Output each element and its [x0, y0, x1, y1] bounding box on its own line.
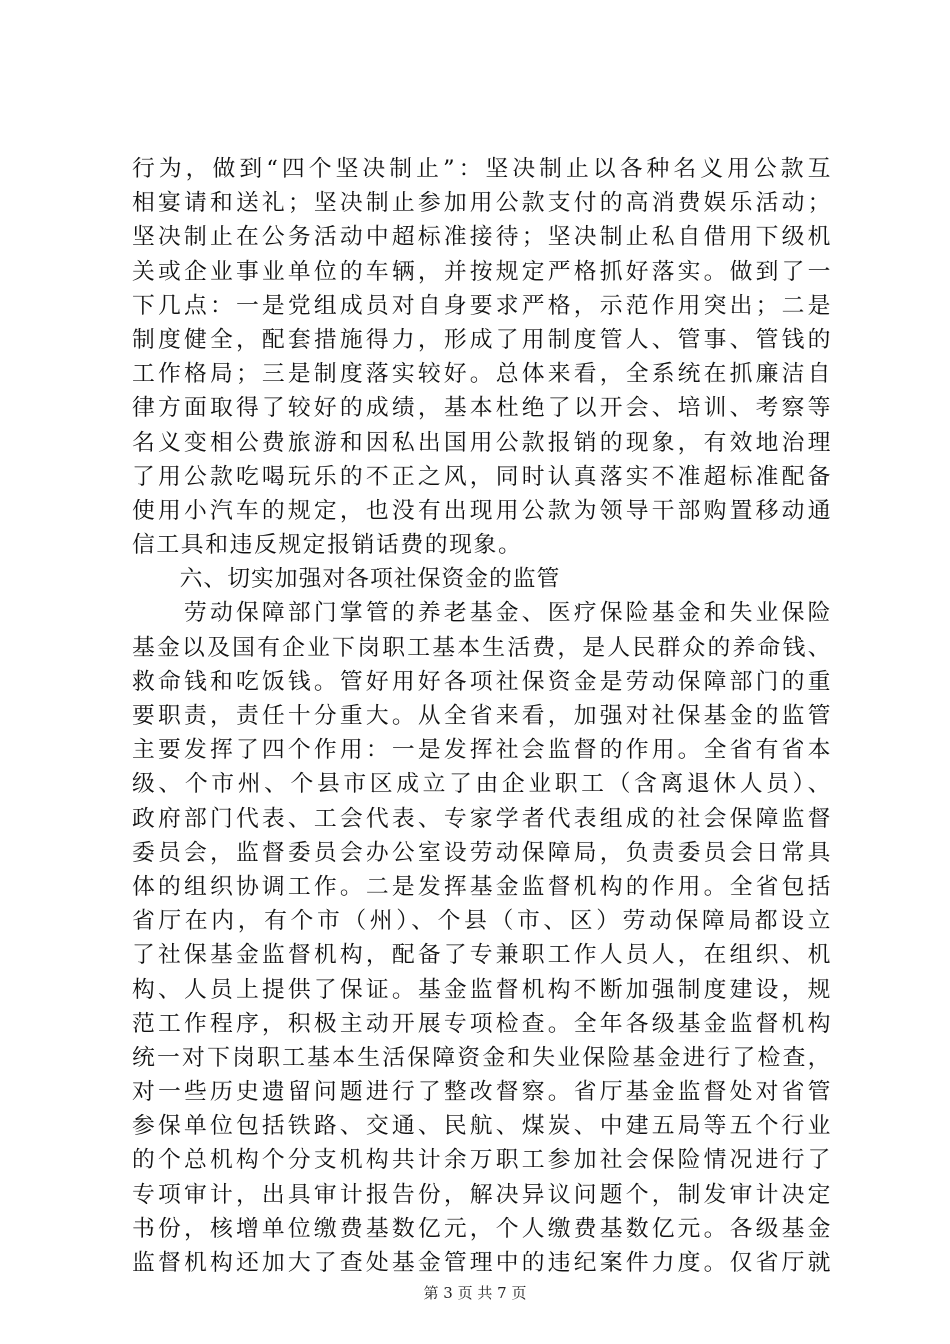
text-line: 了用公款吃喝玩乐的不正之风，同时认真落实不准超标准配备 — [132, 463, 832, 490]
text-line: 信工具和违反规定报销话费的现象。 — [132, 532, 523, 559]
text-line: 坚决制止在公务活动中超标准接待；坚决制止私自借用下级机 — [132, 224, 832, 251]
document-body — [132, 152, 832, 1280]
text-line: 省厅在内，有个市（州）、个县（市、区）劳动保障局都设立 — [132, 908, 832, 935]
text-line: 委员会，监督委员会办公室设劳动保障局，负责委员会日常具 — [132, 839, 832, 866]
page-number-footer: 第 3 页 共 7 页 — [423, 1284, 527, 1302]
text-line: 名义变相公费旅游和因私出国用公款报销的现象，有效地治理 — [132, 429, 832, 456]
text-line: 政府部门代表、工会代表、专家学者代表组成的社会保障监督 — [132, 805, 832, 832]
text-line: 行为，做到“四个坚决制止”：坚决制止以各种名义用公款互 — [132, 156, 832, 182]
text-line: 监督机构还加大了查处基金管理中的违纪案件力度。仅省厅就 — [132, 1250, 832, 1276]
text-line: 相宴请和送礼；坚决制止参加用公款支付的高消费娱乐活动； — [132, 190, 832, 217]
section-heading: 六、切实加强对各项社保资金的监管 — [132, 566, 561, 593]
text-line: 工作格局；三是制度落实较好。总体来看，全系统在抓廉洁自 — [132, 361, 832, 388]
text-line: 了社保基金监督机构，配备了专兼职工作人员人，在组织、机 — [132, 942, 832, 969]
text-line: 范工作程序，积极主动开展专项检查。全年各级基金监督机构 — [132, 1010, 832, 1037]
text-line: 律方面取得了较好的成绩，基本杜绝了以开会、培训、考察等 — [132, 395, 832, 422]
text-line: 的个总机构个分支机构共计余万职工参加社会保险情况进行了 — [132, 1147, 832, 1174]
text-line: 要职责，责任十分重大。从全省来看，加强对社保基金的监管 — [132, 703, 832, 729]
text-line: 体的组织协调工作。二是发挥基金监督机构的作用。全省包括 — [132, 873, 832, 900]
text-line: 主要发挥了四个作用：一是发挥社会监督的作用。全省有省本 — [132, 737, 832, 764]
text-line: 专项审计，出具审计报告份，解决异议问题个，制发审计决定 — [132, 1181, 832, 1208]
text-line: 参保单位包括铁路、交通、民航、煤炭、中建五局等五个行业 — [132, 1113, 832, 1140]
text-line: 统一对下岗职工基本生活保障资金和失业保险基金进行了检查， — [132, 1044, 832, 1071]
text-line: 级、个市州、个县市区成立了由企业职工（含离退休人员）、 — [132, 771, 832, 798]
text-line: 救命钱和吃饭钱。管好用好各项社保资金是劳动保障部门的重 — [132, 668, 832, 695]
text-line: 对一些历史遗留问题进行了整改督察。省厅基金监督处对省管 — [132, 1079, 832, 1106]
text-line: 关或企业事业单位的车辆，并按规定严格抓好落实。做到了一 — [132, 258, 832, 285]
text-line: 制度健全，配套措施得力，形成了用制度管人、管事、管钱的 — [132, 326, 832, 353]
text-line: 基金以及国有企业下岗职工基本生活费，是人民群众的养命钱、 — [132, 634, 832, 661]
text-line: 使用小汽车的规定，也没有出现用公款为领导干部购置移动通 — [132, 497, 832, 524]
text-line: 构、人员上提供了保证。基金监督机构不断加强制度建设，规 — [132, 976, 832, 1003]
text-line: 书份，核增单位缴费基数亿元，个人缴费基数亿元。各级基金 — [132, 1215, 832, 1242]
text-line: 劳动保障部门掌管的养老基金、医疗保险基金和失业保险 — [132, 600, 832, 627]
text-line: 下几点：一是党组成员对自身要求严格，示范作用突出；二是 — [132, 292, 832, 319]
